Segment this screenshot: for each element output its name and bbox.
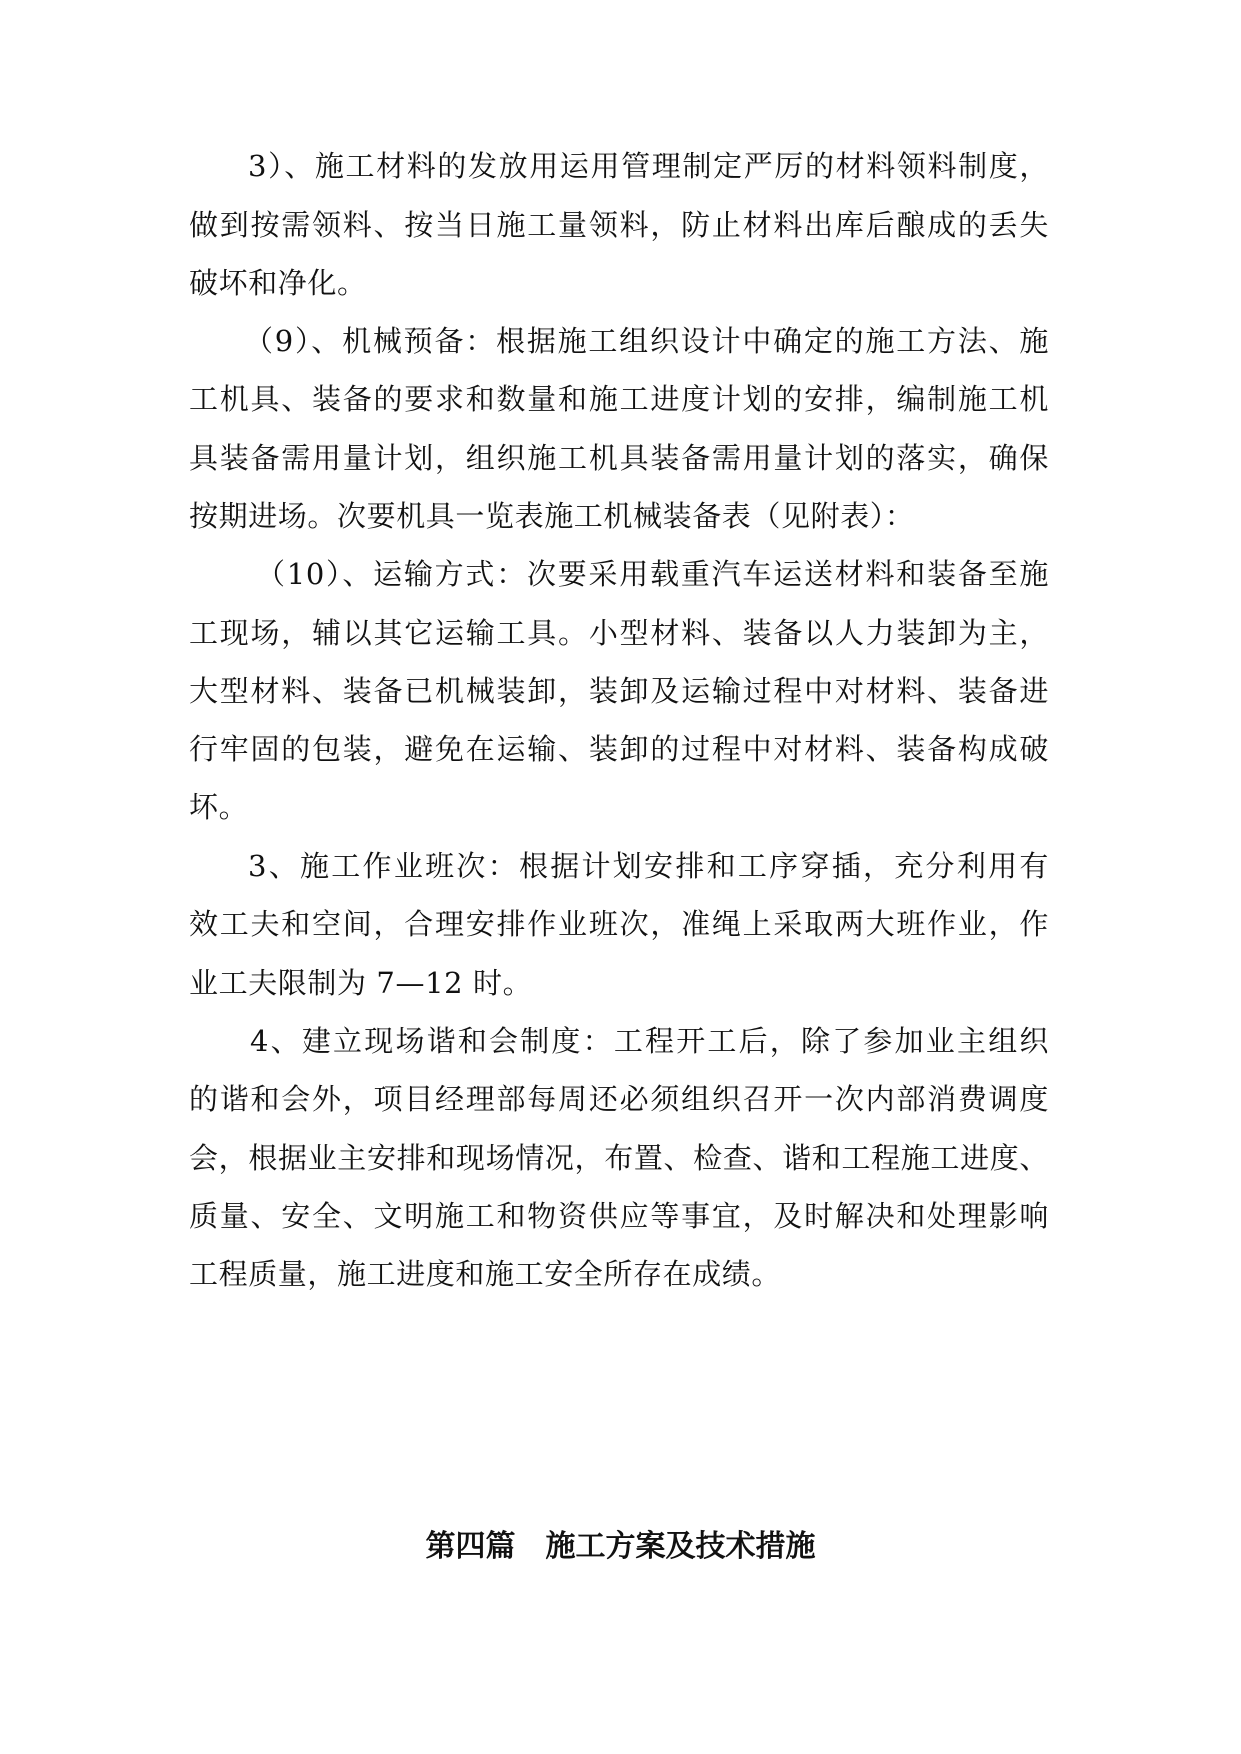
text-line: 工现场，辅以其它运输工具。小型材料、装备以人力装卸为主， bbox=[189, 616, 1049, 650]
text-line: 质量、安全、文明施工和物资供应等事宜，及时解决和处理影响 bbox=[189, 1199, 1049, 1233]
text-line: 行牢固的包装，避免在运输、装卸的过程中对材料、装备构成破 bbox=[189, 732, 1049, 766]
text-line: 3）、施工材料的发放用运用管理制定严厉的材料领料制度， bbox=[248, 149, 1049, 183]
text-line: 3、施工作业班次：根据计划安排和工序穿插，充分利用有 bbox=[248, 849, 1049, 883]
text-line: 工程质量，施工进度和施工安全所存在成绩。 bbox=[189, 1257, 782, 1291]
text-line: 业工夫限制为 7—12 时。 bbox=[189, 966, 533, 1000]
text-line: （10）、运输方式：次要采用载重汽车运送材料和装备至施 bbox=[256, 557, 1049, 591]
text-line: 会，根据业主安排和现场情况，布置、检查、谐和工程施工进度、 bbox=[189, 1141, 1049, 1175]
text-line: 的谐和会外，项目经理部每周还必须组织召开一次内部消费调度 bbox=[189, 1082, 1049, 1116]
text-line: 破坏和净化。 bbox=[189, 266, 367, 300]
text-line: 效工夫和空间，合理安排作业班次，准绳上采取两大班作业，作 bbox=[189, 907, 1049, 941]
text-line: 大型材料、装备已机械装卸，装卸及运输过程中对材料、装备进 bbox=[189, 674, 1049, 708]
text-line: （9）、机械预备：根据施工组织设计中确定的施工方法、施 bbox=[244, 324, 1049, 358]
text-line: 按期进场。次要机具一览表施工机械装备表（见附表）： bbox=[189, 499, 915, 533]
text-line: 4、建立现场谐和会制度：工程开工后，除了参加业主组织 bbox=[250, 1024, 1049, 1058]
text-line: 具装备需用量计划，组织施工机具装备需用量计划的落实，确保 bbox=[189, 441, 1049, 475]
text-line: 坏。 bbox=[189, 790, 249, 824]
text-line: 做到按需领料、按当日施工量领料，防止材料出库后酿成的丢失 bbox=[189, 208, 1049, 242]
text-line: 工机具、装备的要求和数量和施工进度计划的安排，编制施工机 bbox=[189, 382, 1049, 416]
section-title: 第四篇 施工方案及技术措施 bbox=[425, 1529, 816, 1564]
